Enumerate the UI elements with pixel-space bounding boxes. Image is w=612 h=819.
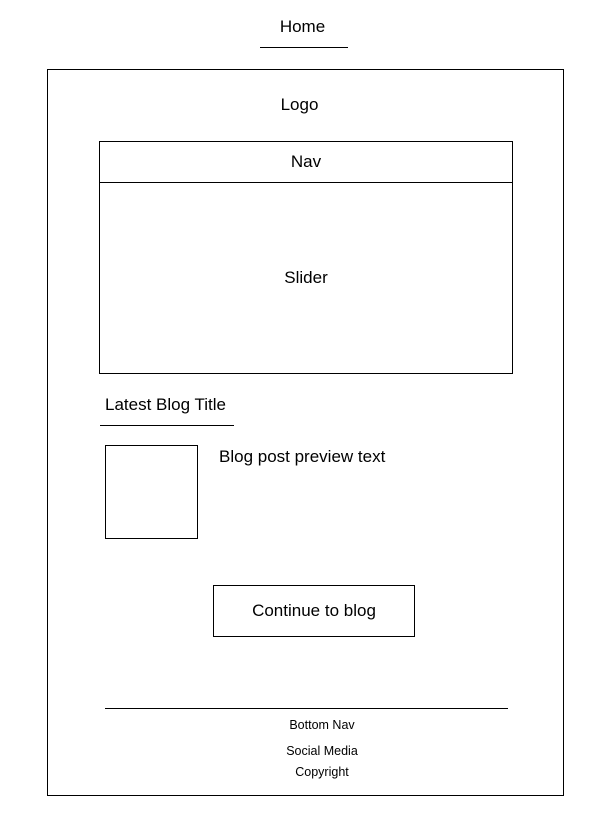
page-title: Home bbox=[279, 17, 326, 36]
blog-preview-text: Blog post preview text bbox=[219, 447, 386, 466]
page-title-underline bbox=[260, 47, 348, 48]
bottom-nav[interactable]: Bottom Nav bbox=[289, 718, 355, 732]
social-media[interactable]: Social Media bbox=[286, 744, 358, 758]
blog-title[interactable]: Latest Blog Title bbox=[105, 395, 226, 414]
slider-label: Slider bbox=[284, 268, 328, 287]
copyright: Copyright bbox=[295, 765, 349, 779]
logo-placeholder: Logo bbox=[280, 95, 319, 114]
footer-divider bbox=[105, 708, 508, 709]
continue-to-blog-button[interactable]: Continue to blog bbox=[213, 585, 415, 637]
slider-placeholder[interactable] bbox=[99, 182, 513, 374]
blog-thumbnail-placeholder bbox=[105, 445, 198, 539]
blog-title-underline bbox=[100, 425, 234, 426]
nav-placeholder[interactable] bbox=[99, 141, 513, 183]
nav-label: Nav bbox=[290, 152, 322, 171]
